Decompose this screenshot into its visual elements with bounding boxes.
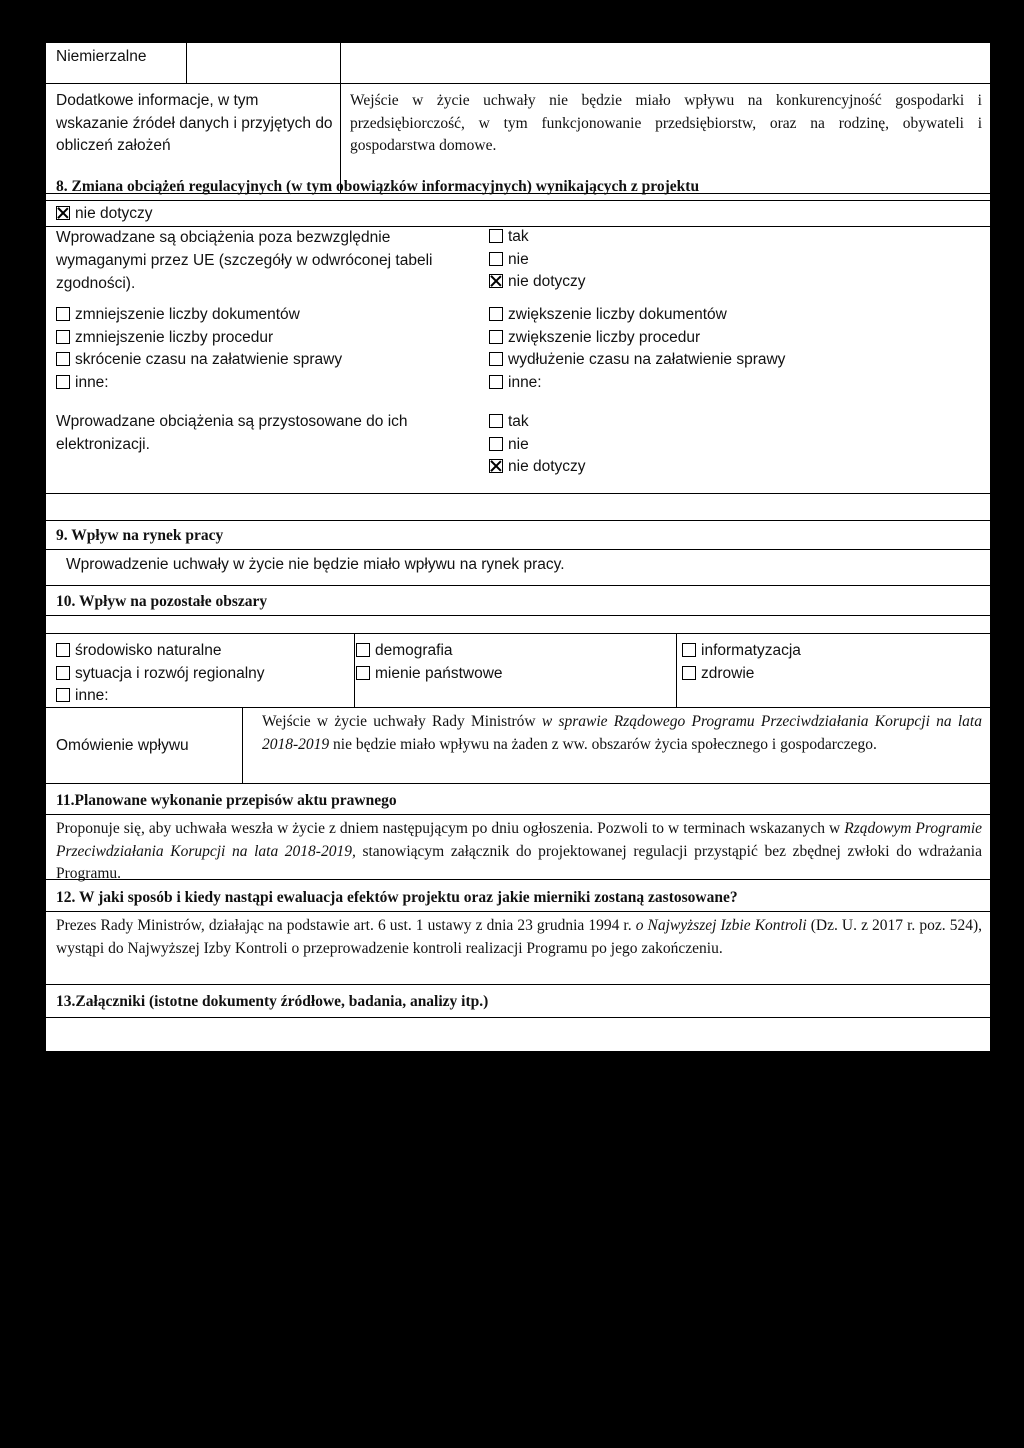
option-zwiekszenie-procedur[interactable]: zwiększenie liczby procedur: [489, 327, 785, 350]
checkbox-icon[interactable]: [489, 437, 503, 451]
q1-option-nie[interactable]: nie: [489, 249, 586, 272]
section-11-text: Proponuje się, aby uchwała weszła w życie z dniem następującym po dniu ogłoszenia. Pozwoli to w terminach wskazanych w Rządowym Programie Przeciwdziałania Korupcji na lata 2018-2019, stanowiącym załącznik do projektowanej regulacji przystąpić bez zbędnej zwłoki do wdrażania Programu.: [56, 820, 982, 882]
checkbox-checked-icon[interactable]: [489, 274, 503, 288]
section-13-title: 13.Załączniki (istotne dokumenty źródłowe, badania, analizy itp.): [56, 993, 489, 1010]
option-zmniejszenie-procedur[interactable]: zmniejszenie liczby procedur: [56, 327, 342, 350]
section-12-text: Prezes Rady Ministrów, działając na podstawie art. 6 ust. 1 ustawy z dnia 23 grudnia 1994 r. o Najwyższej Izbie Kontroli (Dz. U. z 2017 r. poz. 524), wystąpi do Najwyższej Izby Kontroli o przeprowadzenie kontroli realizacji Programu po jego zakończeniu.: [56, 917, 982, 957]
checkbox-icon[interactable]: [682, 666, 696, 680]
omowienie-wplywu-text: Wejście w życie uchwały Rady Ministrów w sprawie Rządowego Programu Przeciwdziałania Korupcji na lata 2018-2019 nie będzie miało wpływu na żaden z ww. obszarów życia społecznego i gospodarczego.: [262, 713, 982, 753]
section-10-col-2: [356, 640, 503, 685]
q1-option-nie-dotyczy[interactable]: nie dotyczy: [489, 271, 586, 294]
checkbox-icon[interactable]: [56, 352, 70, 366]
q2-option-nie-dotyczy[interactable]: nie dotyczy: [489, 456, 586, 479]
option-wydluzenie-czasu[interactable]: wydłużenie czasu na załatwienie sprawy: [489, 349, 785, 372]
checkbox-checked-icon[interactable]: [489, 459, 503, 473]
checkbox-icon[interactable]: [56, 330, 70, 344]
option-inne-left[interactable]: inne:: [56, 372, 342, 395]
checkbox-icon[interactable]: [489, 330, 503, 344]
option-inne-obszary[interactable]: inne:: [56, 685, 265, 708]
section-10-col-1: [56, 640, 265, 708]
checkbox-icon[interactable]: [682, 643, 696, 657]
option-zdrowie[interactable]: zdrowie: [682, 663, 801, 686]
omowienie-wplywu-label: Omówienie wpływu: [56, 737, 189, 754]
section-8-right-options: [489, 304, 785, 394]
checkbox-icon[interactable]: [56, 375, 70, 389]
section-9-text: Wprowadzenie uchwały w życie nie będzie miało wpływu na rynek pracy.: [66, 556, 565, 573]
checkbox-icon[interactable]: [56, 666, 70, 680]
section-8-q2-options: [489, 411, 586, 479]
option-informatyzacja[interactable]: informatyzacja: [682, 640, 801, 663]
section-12-title: 12. W jaki sposób i kiedy nastąpi ewaluacja efektów projektu oraz jakie mierniki zostaną zastosowane?: [56, 889, 738, 906]
checkbox-icon[interactable]: [489, 375, 503, 389]
option-sytuacja-regionalna[interactable]: sytuacja i rozwój regionalny: [56, 663, 265, 686]
checkbox-icon[interactable]: [356, 643, 370, 657]
checkbox-icon[interactable]: [56, 307, 70, 321]
checkbox-icon[interactable]: [489, 229, 503, 243]
section-13-content: [46, 1018, 990, 1051]
option-mienie-panstwowe[interactable]: mienie państwowe: [356, 663, 503, 686]
section-8-question-1: Wprowadzane są obciążenia poza bezwzględnie wymaganymi przez UE (szczegóły w odwróconej tabeli zgodności).: [56, 229, 433, 292]
q2-option-nie[interactable]: nie: [489, 434, 586, 457]
q2-option-tak[interactable]: tak: [489, 411, 586, 434]
checkbox-icon[interactable]: [356, 666, 370, 680]
checkbox-icon[interactable]: [489, 414, 503, 428]
document-page: [45, 42, 991, 1052]
checkbox-icon[interactable]: [56, 643, 70, 657]
q1-option-tak[interactable]: tak: [489, 226, 586, 249]
checkbox-icon[interactable]: [489, 307, 503, 321]
checkbox-icon[interactable]: [489, 352, 503, 366]
dodatkowe-informacje-label: Dodatkowe informacje, w tym wskazanie źródeł danych i przyjętych do obliczeń założeń: [56, 92, 333, 154]
option-skrocenie-czasu[interactable]: skrócenie czasu na załatwienie sprawy: [56, 349, 342, 372]
checkbox-icon[interactable]: [56, 688, 70, 702]
section-8-q1-options: [489, 226, 586, 294]
option-zwiekszenie-dokumentow[interactable]: zwiększenie liczby dokumentów: [489, 304, 785, 327]
option-inne-right[interactable]: inne:: [489, 372, 785, 395]
section-8-question-2: Wprowadzane obciążenia są przystosowane do ich elektronizacji.: [56, 413, 408, 453]
checkbox-checked-icon[interactable]: [56, 206, 70, 220]
section-8-title: 8. Zmiana obciążeń regulacyjnych (w tym obowiązków informacyjnych) wynikających z projektu: [56, 178, 700, 195]
niemierzalne-label: Niemierzalne: [56, 48, 147, 65]
option-demografia[interactable]: demografia: [356, 640, 503, 663]
dodatkowe-informacje-value: Wejście w życie uchwały nie będzie miało wpływu na konkurencyjność gospodarki i przedsiębiorczość, w tym funkcjonowanie przedsiębiorstw, oraz na rodzinę, obywateli i gospodarstwa domowe.: [350, 92, 982, 154]
section-10-title: 10. Wpływ na pozostałe obszary: [56, 593, 268, 610]
section-10-col-3: [682, 640, 801, 685]
option-zmniejszenie-dokumentow[interactable]: zmniejszenie liczby dokumentów: [56, 304, 342, 327]
section-9-title: 9. Wpływ na rynek pracy: [56, 527, 224, 544]
checkbox-icon[interactable]: [489, 252, 503, 266]
section-11-title: 11.Planowane wykonanie przepisów aktu prawnego: [56, 792, 397, 809]
section-8-left-options: [56, 304, 342, 394]
section-8-not-applicable[interactable]: nie dotyczy: [56, 203, 153, 226]
option-srodowisko[interactable]: środowisko naturalne: [56, 640, 265, 663]
